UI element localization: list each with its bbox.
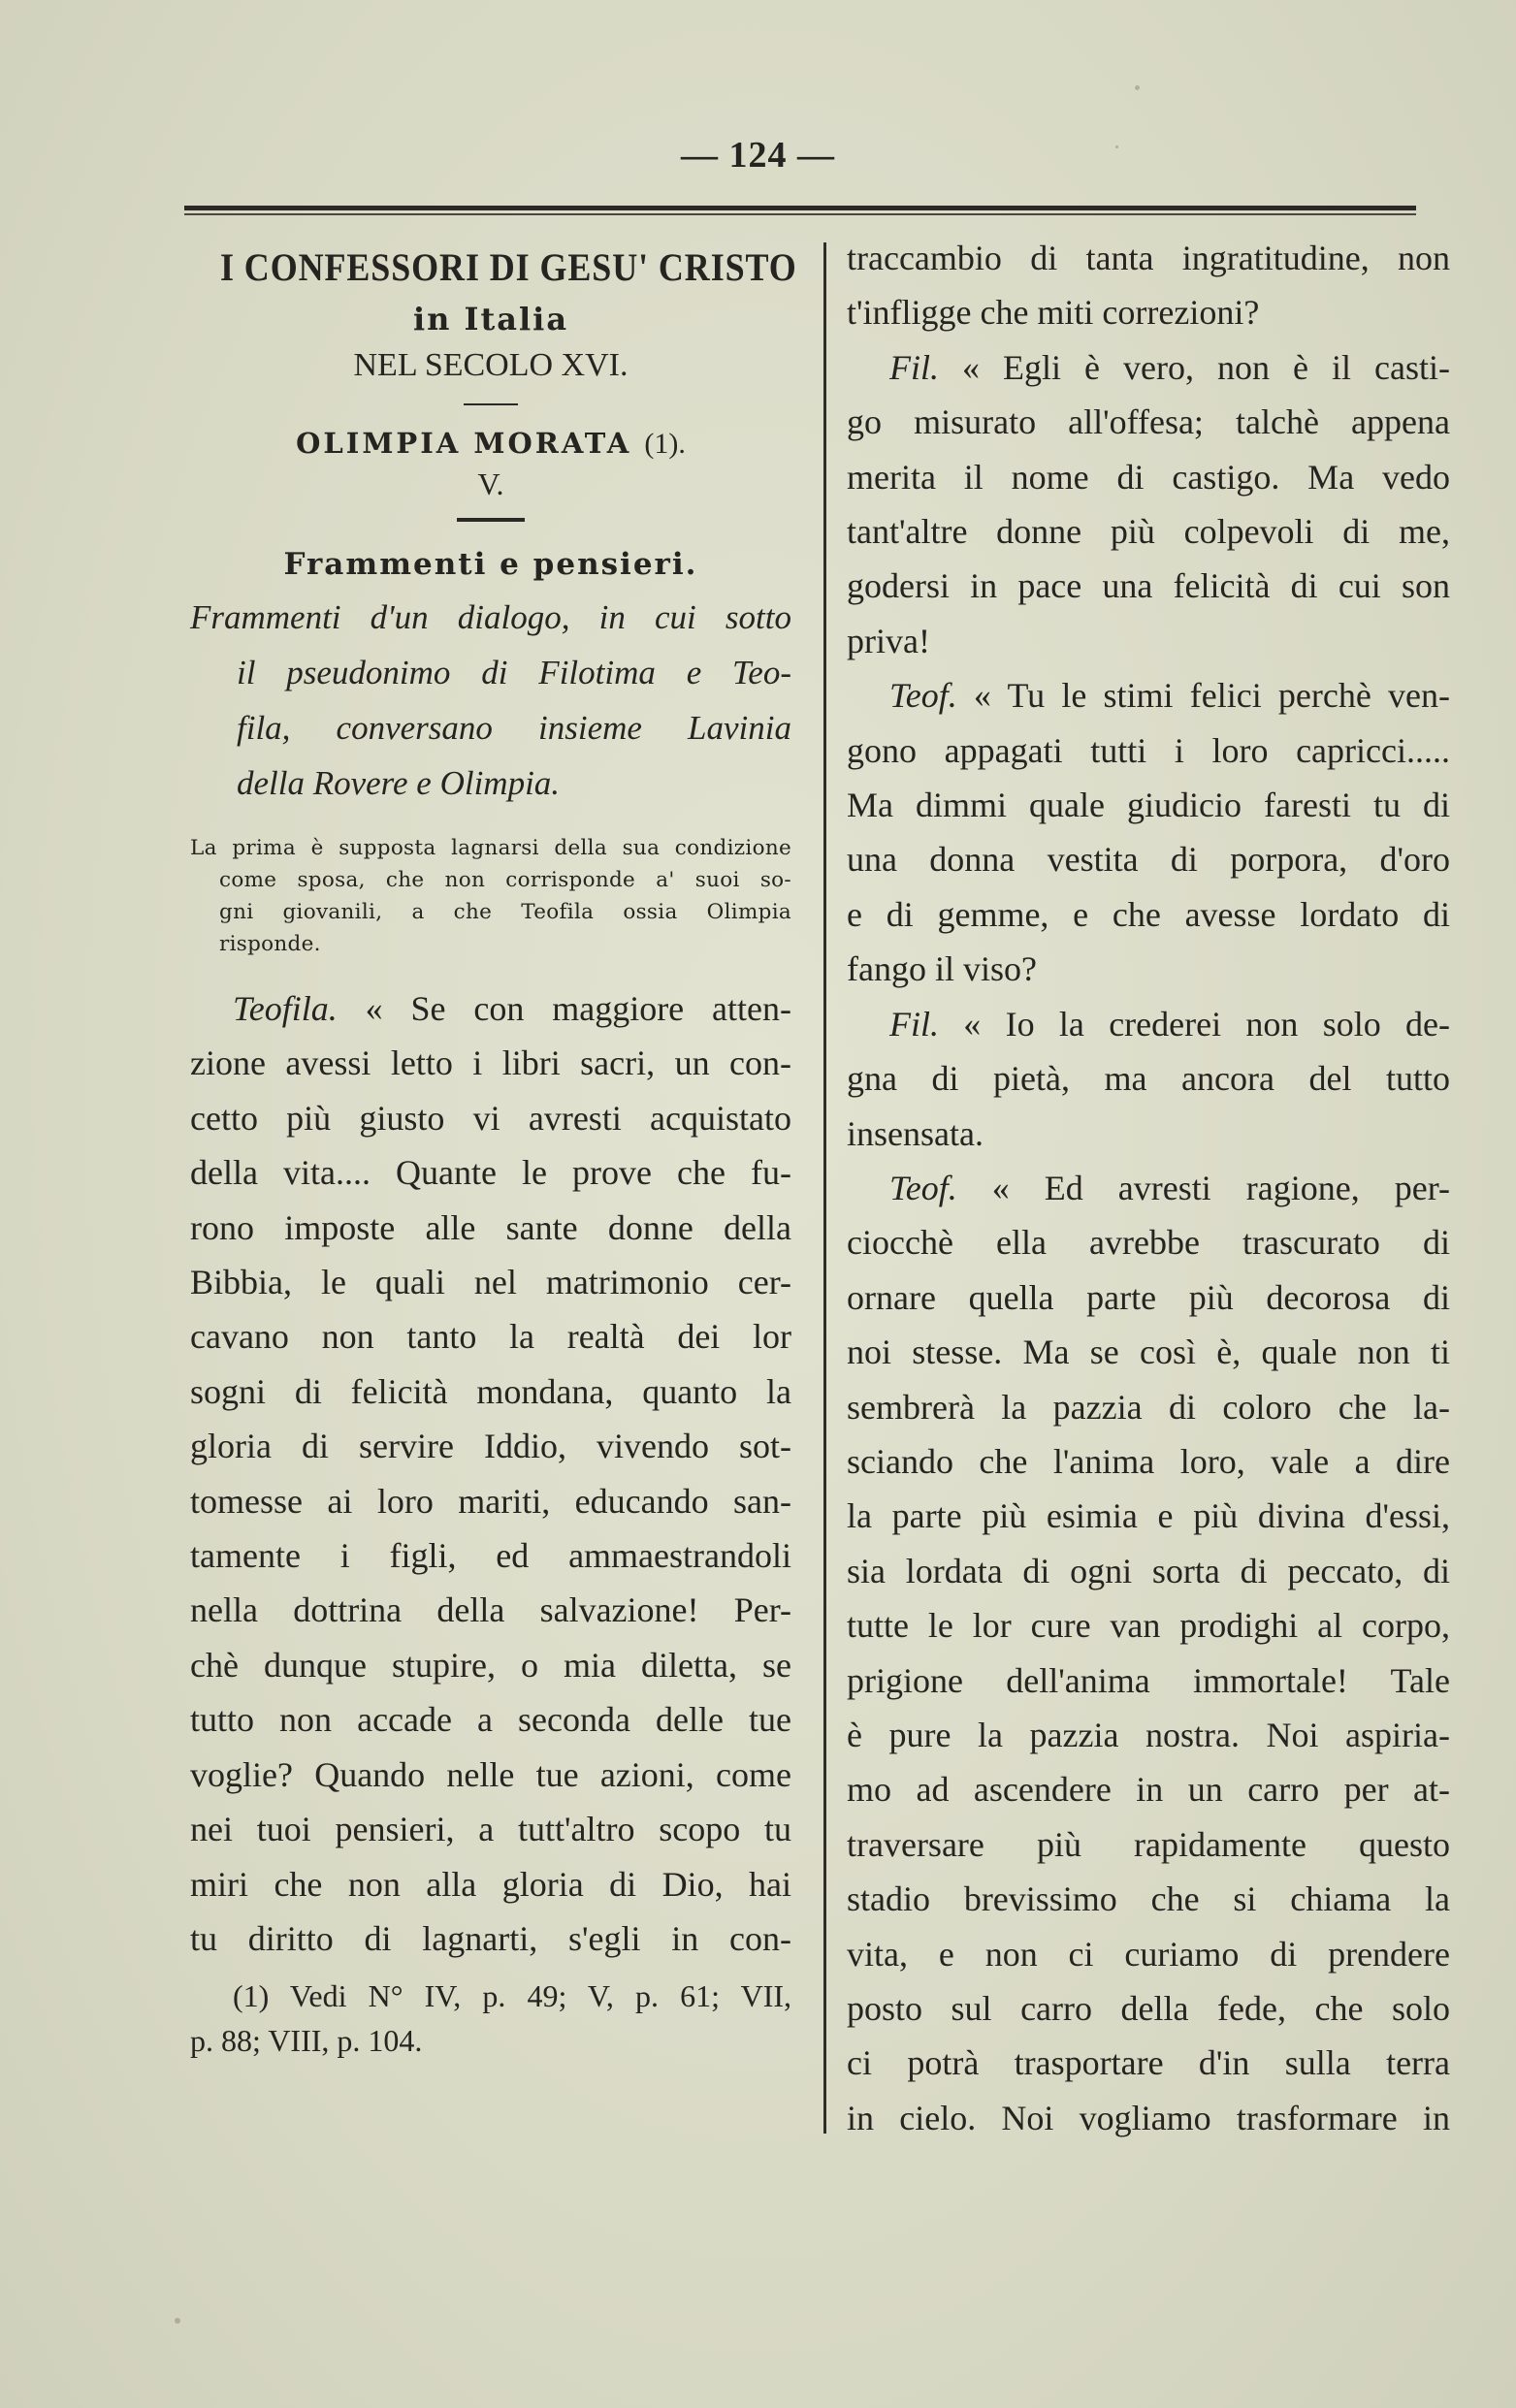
body-line	[847, 2036, 1450, 2090]
subtitle-italia: in Italia	[412, 301, 569, 337]
line-text: cavano non tanto la realtà dei lor	[190, 1317, 791, 1357]
body-line	[847, 723, 1450, 778]
line-text: è pure la pazzia nostra. Noi aspiria-	[847, 1715, 1450, 1754]
line-text: insensata.	[847, 1113, 984, 1153]
body-line	[847, 1653, 1450, 1708]
line-text: della vita.... Quante le prove che fu-	[190, 1153, 791, 1193]
header-rule-thin	[184, 213, 1416, 215]
header-rule	[184, 206, 1416, 210]
line-text: « Ed avresti ragione, per-	[956, 1168, 1450, 1207]
line-text: godersi in pace una felicità di cui son	[847, 566, 1450, 606]
body-line	[847, 1325, 1450, 1379]
footnote-line: (1) Vedi N° IV, p. 49; V, p. 61; VII,	[233, 1978, 791, 2014]
line-text: tu diritto di lagnarti, s'egli in con-	[190, 1918, 791, 1958]
body-line	[847, 1489, 1450, 1543]
line-text: tant'altre donne più colpevoli di me,	[847, 512, 1450, 552]
line-text: gloria di servire Iddio, vivendo sot-	[190, 1427, 791, 1466]
body-line	[190, 1474, 791, 1528]
paper-speck	[1115, 145, 1118, 148]
body-line	[847, 1544, 1450, 1598]
line-text: gna di pietà, ma ancora del tutto	[847, 1059, 1450, 1099]
line-text: « Egli è vero, non è il casti-	[939, 347, 1450, 387]
body-line	[847, 1927, 1450, 1981]
body-line	[190, 1583, 791, 1637]
intro-line: il pseudonimo di Filotima e Teo-	[237, 654, 791, 691]
body-line	[190, 1309, 791, 1364]
speaker-name: Teof.	[889, 676, 957, 716]
line-text: in cielo. Noi vogliamo trasformare in	[847, 2098, 1450, 2137]
body-line	[190, 1638, 791, 1692]
line-text: ciocchè ella avrebbe trascurato di	[847, 1223, 1450, 1263]
body-line	[190, 981, 791, 1036]
body-line	[847, 778, 1450, 832]
body-line	[847, 231, 1450, 285]
line-text: go misurato all'offesa; talchè appena	[847, 402, 1450, 442]
line-text: cetto più giusto vi avresti acquistato	[190, 1098, 791, 1138]
body-line	[190, 1365, 791, 1419]
intro-line: della Rovere e Olimpia.	[237, 764, 561, 802]
body-line	[847, 1051, 1450, 1106]
line-text: tutto non accade a seconda delle tue	[190, 1700, 791, 1740]
column-divider	[823, 242, 826, 2134]
line-text: nei tuoi pensieri, a tutt'altro scopo tu	[190, 1810, 791, 1849]
speaker-name: Teofila.	[233, 989, 338, 1028]
body-line	[190, 1692, 791, 1747]
body-line	[847, 997, 1450, 1051]
body-line	[847, 2091, 1450, 2145]
line-text: zione avessi letto i libri sacri, un con-	[190, 1043, 791, 1083]
section-title: Frammenti e pensieri.	[283, 547, 698, 582]
chapter-name: OLIMPIA MORATA	[296, 427, 632, 460]
paper-speck	[1135, 85, 1140, 90]
line-text: sciando che l'anima loro, vale a dire	[847, 1441, 1450, 1481]
part-number: V.	[477, 466, 504, 501]
body-line	[847, 832, 1450, 886]
footnote-line: p. 88; VIII, p. 104.	[190, 2023, 423, 2059]
body-line	[847, 1598, 1450, 1653]
line-text: Bibbia, le quali nel matrimonio cer-	[190, 1263, 791, 1302]
body-line	[847, 1872, 1450, 1926]
line-text: la parte più esimia e più divina d'essi,	[847, 1496, 1450, 1536]
line-text: gono appagati tutti i loro capricci.....	[847, 730, 1450, 770]
body-line	[847, 1434, 1450, 1489]
divider	[464, 403, 518, 405]
body-line	[190, 1145, 791, 1200]
body-line	[847, 395, 1450, 449]
body-line	[190, 1911, 791, 1966]
line-text: miri che non alla gloria di Dio, hai	[190, 1864, 791, 1904]
body-line	[847, 1762, 1450, 1816]
line-text: mo ad ascendere in un carro per at-	[847, 1770, 1450, 1810]
body-line	[190, 1091, 791, 1145]
body-line	[847, 942, 1450, 996]
body-line	[847, 1270, 1450, 1325]
body-line	[190, 1201, 791, 1255]
body-line	[847, 1107, 1450, 1161]
line-text: traversare più rapidamente questo	[847, 1824, 1450, 1864]
body-line	[847, 614, 1450, 668]
summary-note	[190, 832, 791, 960]
body-line	[190, 1036, 791, 1090]
summary-line: come sposa, che non corrisponde a' suoi so-	[219, 868, 791, 892]
chapter-heading	[190, 427, 791, 461]
line-text: priva!	[847, 621, 930, 660]
article-title: I CONFESSORI DI GESU' CRISTO	[220, 245, 797, 289]
line-text: sia lordata di ogni sorta di peccato, di	[847, 1551, 1450, 1590]
line-text: « Io la crederei non solo de-	[939, 1004, 1450, 1043]
page-number: — 124 —	[681, 135, 835, 176]
divider	[457, 518, 525, 522]
line-text: merita il nome di castigo. Ma vedo	[847, 457, 1450, 497]
body-line	[847, 1215, 1450, 1269]
left-column	[190, 231, 797, 2063]
speaker-name: Fil.	[889, 347, 939, 387]
line-text: voglie? Quando nelle tue azioni, come	[190, 1754, 791, 1794]
line-text: nella dottrina della salvazione! Per-	[190, 1590, 791, 1630]
summary-line: risponde.	[219, 932, 321, 956]
line-text: ci potrà trasportare d'in sulla terra	[847, 2043, 1450, 2083]
intro-paragraph	[190, 590, 791, 811]
line-text: stadio brevissimo che si chiama la	[847, 1879, 1450, 1919]
summary-line: La prima è supposta lagnarsi della sua condizione	[190, 836, 791, 860]
body-line	[847, 887, 1450, 942]
intro-line: fila, conversano insieme Lavinia	[237, 709, 791, 747]
body-line	[190, 1857, 791, 1911]
body-line	[190, 1802, 791, 1856]
line-text: una donna vestita di porpora, d'oro	[847, 840, 1450, 880]
line-text: rono imposte alle sante donne della	[190, 1207, 791, 1247]
line-text: traccambio di tanta ingratitudine, non	[847, 239, 1450, 277]
body-line	[847, 504, 1450, 559]
summary-line: gni giovanili, a che Teofila ossia Olimpia	[219, 900, 791, 924]
line-text: posto sul carro della fede, che solo	[847, 1989, 1450, 2028]
line-text: sogni di felicità mondana, quanto la	[190, 1371, 791, 1411]
body-line	[847, 1161, 1450, 1215]
body-line	[847, 668, 1450, 722]
body-line	[190, 1528, 791, 1583]
right-column	[847, 231, 1450, 2145]
line-text: noi stesse. Ma se così è, quale non ti	[847, 1332, 1450, 1372]
body-line	[847, 1380, 1450, 1434]
paper-speck	[175, 2318, 180, 2324]
footnote-ref: (1).	[644, 428, 686, 460]
line-text: tomesse ai loro mariti, educando san-	[190, 1481, 791, 1521]
line-text: e di gemme, e che avesse lordato di	[847, 894, 1450, 934]
body-line	[847, 559, 1450, 613]
line-text: sembrerà la pazzia di coloro che la-	[847, 1387, 1450, 1427]
line-text: « Se con maggiore atten-	[365, 989, 791, 1028]
body-line	[190, 1419, 791, 1473]
line-text: chè dunque stupire, o mia diletta, se	[190, 1645, 791, 1685]
body-line	[847, 1981, 1450, 2036]
body-line	[190, 1255, 791, 1309]
line-text: fango il viso?	[847, 949, 1037, 989]
left-body-text	[190, 981, 791, 1966]
body-line	[847, 450, 1450, 504]
line-text: « Tu le stimi felici perchè ven-	[956, 676, 1450, 716]
body-line	[190, 1748, 791, 1802]
line-text: t'infligge che miti correzioni?	[847, 293, 1260, 333]
body-line	[847, 285, 1450, 339]
subtitle-secolo: NEL SECOLO XVI.	[353, 347, 629, 383]
body-line	[847, 1708, 1450, 1762]
right-body-text	[847, 231, 1450, 2145]
footnote	[190, 1974, 791, 2063]
line-text: tamente i figli, ed ammaestrandoli	[190, 1536, 791, 1576]
speaker-name: Teof.	[889, 1168, 957, 1207]
intro-line: Frammenti d'un dialogo, in cui sotto	[190, 598, 791, 636]
body-line	[847, 340, 1450, 395]
line-text: tutte le lor cure van prodighi al corpo,	[847, 1606, 1450, 1646]
body-line	[847, 1817, 1450, 1872]
line-text: prigione dell'anima immortale! Tale	[847, 1660, 1450, 1700]
line-text: vita, e non ci curiamo di prendere	[847, 1934, 1450, 1974]
speaker-name: Fil.	[889, 1004, 939, 1043]
line-text: ornare quella parte più decorosa di	[847, 1277, 1450, 1317]
line-text: Ma dimmi quale giudicio faresti tu di	[847, 786, 1450, 825]
